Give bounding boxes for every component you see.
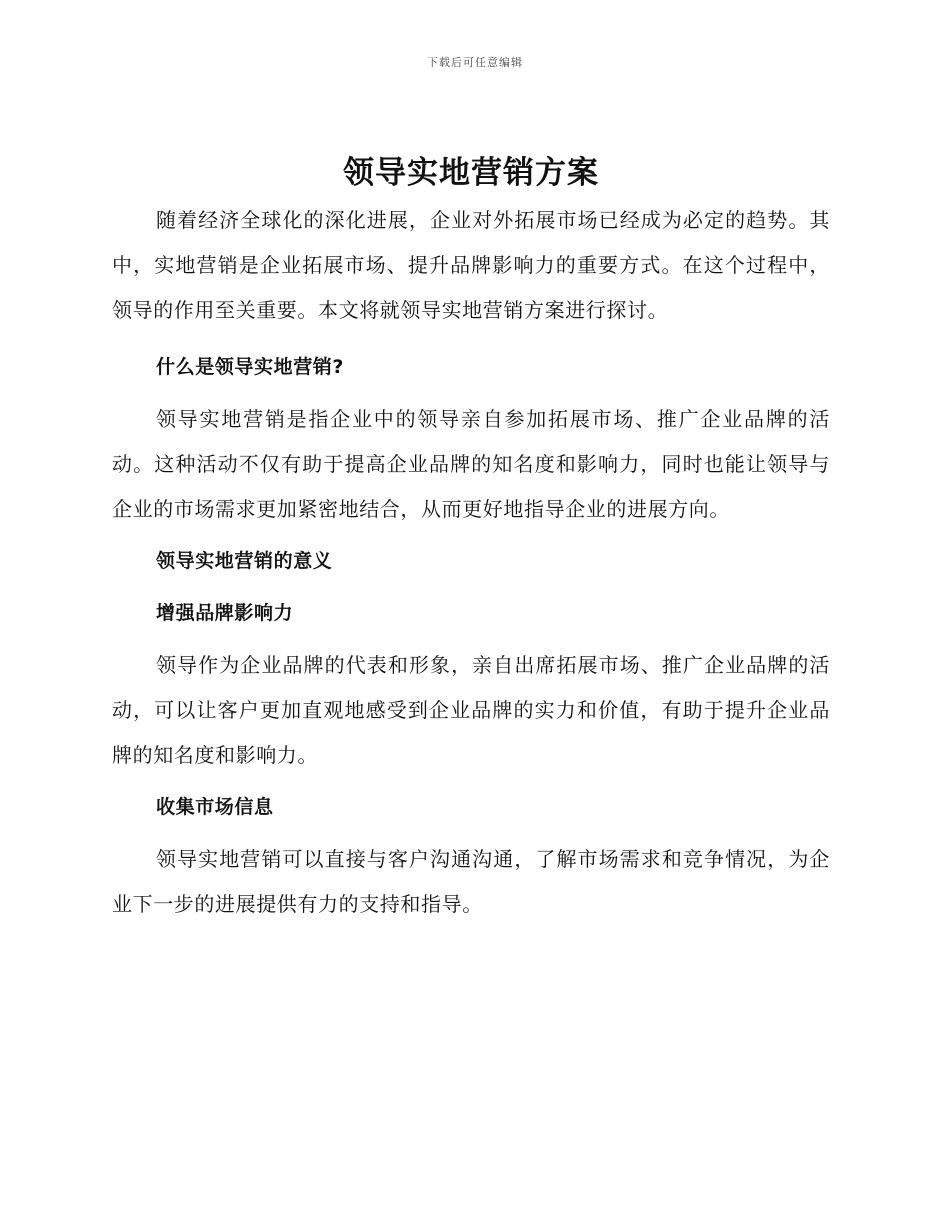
section-heading-what-is: 什么是领导实地营销? bbox=[156, 356, 345, 378]
document-body bbox=[112, 148, 830, 927]
header-note: 下载后可任意编辑 bbox=[427, 56, 523, 69]
subheading-brand-influence: 增强品牌影响力 bbox=[156, 602, 294, 624]
market-info-paragraph: 领导实地营销可以直接与客户沟通沟通，了解市场需求和竞争情况，为企业下一步的进展提供有力的支持和指导。 bbox=[112, 847, 830, 916]
definition-paragraph: 领导实地营销是指企业中的领导亲自参加拓展市场、推广企业品牌的活动。这种活动不仅有助于提高企业品牌的知名度和影响力，同时也能让领导与企业的市场需求更加紧密地结合，从而更好地指导企业的进展方向。 bbox=[112, 407, 830, 521]
brand-influence-paragraph: 领导作为企业品牌的代表和形象，亲自出席拓展市场、推广企业品牌的活动，可以让客户更加直观地感受到企业品牌的实力和价值，有助于提升企业品牌的知名度和影响力。 bbox=[112, 653, 830, 767]
intro-paragraph: 随着经济全球化的深化进展，企业对外拓展市场已经成为必定的趋势。其中，实地营销是企业拓展市场、提升品牌影响力的重要方式。在这个过程中，领导的作用至关重要。本文将就领导实地营销方案进行探讨。 bbox=[112, 208, 830, 322]
section-heading-significance: 领导实地营销的意义 bbox=[156, 550, 333, 572]
document-title: 领导实地营销方案 bbox=[343, 155, 599, 191]
subheading-market-info: 收集市场信息 bbox=[156, 796, 274, 818]
